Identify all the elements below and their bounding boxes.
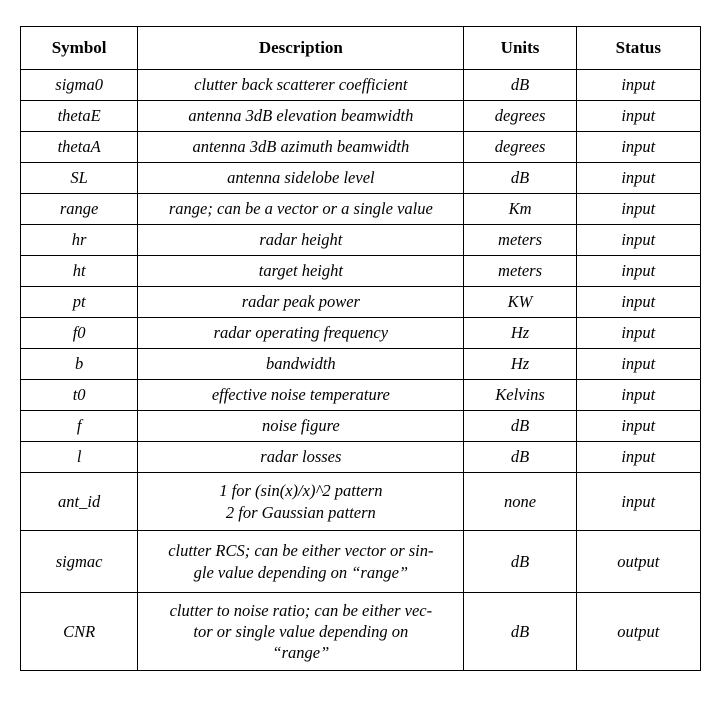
cell-units: Hz	[464, 318, 576, 349]
table-row	[21, 194, 701, 225]
cell-symbol: hr	[21, 225, 138, 256]
cell-symbol: l	[21, 442, 138, 473]
cell-units: dB	[464, 70, 576, 101]
table-row	[21, 318, 701, 349]
cell-status: input	[576, 225, 700, 256]
column-header-description: Description	[138, 27, 464, 70]
cell-description	[138, 442, 464, 473]
table-row	[21, 349, 701, 380]
cell-description	[138, 411, 464, 442]
cell-status: input	[576, 194, 700, 225]
cell-symbol: pt	[21, 287, 138, 318]
description-line: clutter RCS; can be either vector or sin-	[168, 541, 434, 561]
table-row	[21, 593, 701, 671]
cell-status: output	[576, 593, 700, 671]
description-line: 2 for Gaussian pattern	[225, 502, 376, 522]
description-line: radar peak power	[241, 292, 360, 312]
cell-units: degrees	[464, 101, 576, 132]
cell-symbol: f	[21, 411, 138, 442]
table-row	[21, 132, 701, 163]
description-line: radar height	[259, 230, 343, 250]
cell-status: input	[576, 473, 700, 531]
description-line: range; can be a vector or a single value	[168, 199, 433, 219]
table-row	[21, 442, 701, 473]
cell-units: none	[464, 473, 576, 531]
description-line: bandwidth	[266, 354, 336, 374]
description-line: tor or single value depending on	[193, 621, 409, 641]
description-line: “range”	[272, 643, 330, 663]
cell-status: input	[576, 163, 700, 194]
cell-units: meters	[464, 225, 576, 256]
table-header	[21, 27, 701, 70]
cell-status: input	[576, 101, 700, 132]
cell-symbol: f0	[21, 318, 138, 349]
cell-symbol: range	[21, 194, 138, 225]
cell-units: Hz	[464, 349, 576, 380]
cell-symbol: ant_id	[21, 473, 138, 531]
description-line: antenna sidelobe level	[227, 168, 375, 188]
description-line: 1 for (sin(x)/x)^2 pattern	[219, 481, 383, 501]
cell-status: input	[576, 442, 700, 473]
cell-description	[138, 593, 464, 671]
table-header-row	[21, 27, 701, 70]
cell-status: output	[576, 531, 700, 593]
table-row	[21, 473, 701, 531]
table-row	[21, 101, 701, 132]
cell-units: meters	[464, 256, 576, 287]
cell-description	[138, 256, 464, 287]
cell-symbol: b	[21, 349, 138, 380]
description-line: target height	[258, 261, 343, 281]
cell-units: Kelvins	[464, 380, 576, 411]
cell-symbol: sigmac	[21, 531, 138, 593]
cell-units: dB	[464, 531, 576, 593]
description-line: antenna 3dB azimuth beamwidth	[192, 137, 410, 157]
cell-status: input	[576, 70, 700, 101]
cell-description	[138, 132, 464, 163]
description-line: radar losses	[260, 447, 342, 467]
table-row	[21, 70, 701, 101]
parameter-table	[20, 26, 701, 671]
cell-symbol: thetaE	[21, 101, 138, 132]
cell-description	[138, 194, 464, 225]
cell-symbol: ht	[21, 256, 138, 287]
table-row	[21, 163, 701, 194]
table-row	[21, 256, 701, 287]
table-row	[21, 225, 701, 256]
cell-description	[138, 473, 464, 531]
cell-status: input	[576, 132, 700, 163]
cell-status: input	[576, 411, 700, 442]
cell-units: dB	[464, 411, 576, 442]
cell-symbol: SL	[21, 163, 138, 194]
description-line: noise figure	[261, 416, 340, 436]
cell-symbol: t0	[21, 380, 138, 411]
table-body	[21, 70, 701, 671]
description-line: clutter to noise ratio; can be either vec-	[169, 600, 433, 620]
cell-status: input	[576, 287, 700, 318]
cell-description	[138, 380, 464, 411]
description-line: antenna 3dB elevation beamwidth	[188, 106, 414, 126]
cell-units: dB	[464, 442, 576, 473]
description-line: clutter back scatterer coefficient	[194, 75, 408, 95]
table-row	[21, 287, 701, 318]
cell-status: input	[576, 256, 700, 287]
cell-symbol: CNR	[21, 593, 138, 671]
cell-units: dB	[464, 163, 576, 194]
cell-status: input	[576, 380, 700, 411]
cell-description	[138, 318, 464, 349]
description-line: radar operating frequency	[213, 323, 389, 343]
cell-description	[138, 163, 464, 194]
cell-symbol: sigma0	[21, 70, 138, 101]
table-row	[21, 380, 701, 411]
cell-units: KW	[464, 287, 576, 318]
cell-description	[138, 101, 464, 132]
cell-units: Km	[464, 194, 576, 225]
column-header-status: Status	[576, 27, 700, 70]
cell-description	[138, 70, 464, 101]
cell-description	[138, 349, 464, 380]
cell-status: input	[576, 318, 700, 349]
table-row	[21, 531, 701, 593]
column-header-units: Units	[464, 27, 576, 70]
description-line: gle value depending on “range”	[193, 562, 409, 582]
cell-description	[138, 225, 464, 256]
column-header-symbol: Symbol	[21, 27, 138, 70]
table-row	[21, 411, 701, 442]
cell-units: dB	[464, 593, 576, 671]
cell-symbol: thetaA	[21, 132, 138, 163]
cell-status: input	[576, 349, 700, 380]
cell-description	[138, 531, 464, 593]
cell-description	[138, 287, 464, 318]
cell-units: degrees	[464, 132, 576, 163]
description-line: effective noise temperature	[211, 385, 390, 405]
